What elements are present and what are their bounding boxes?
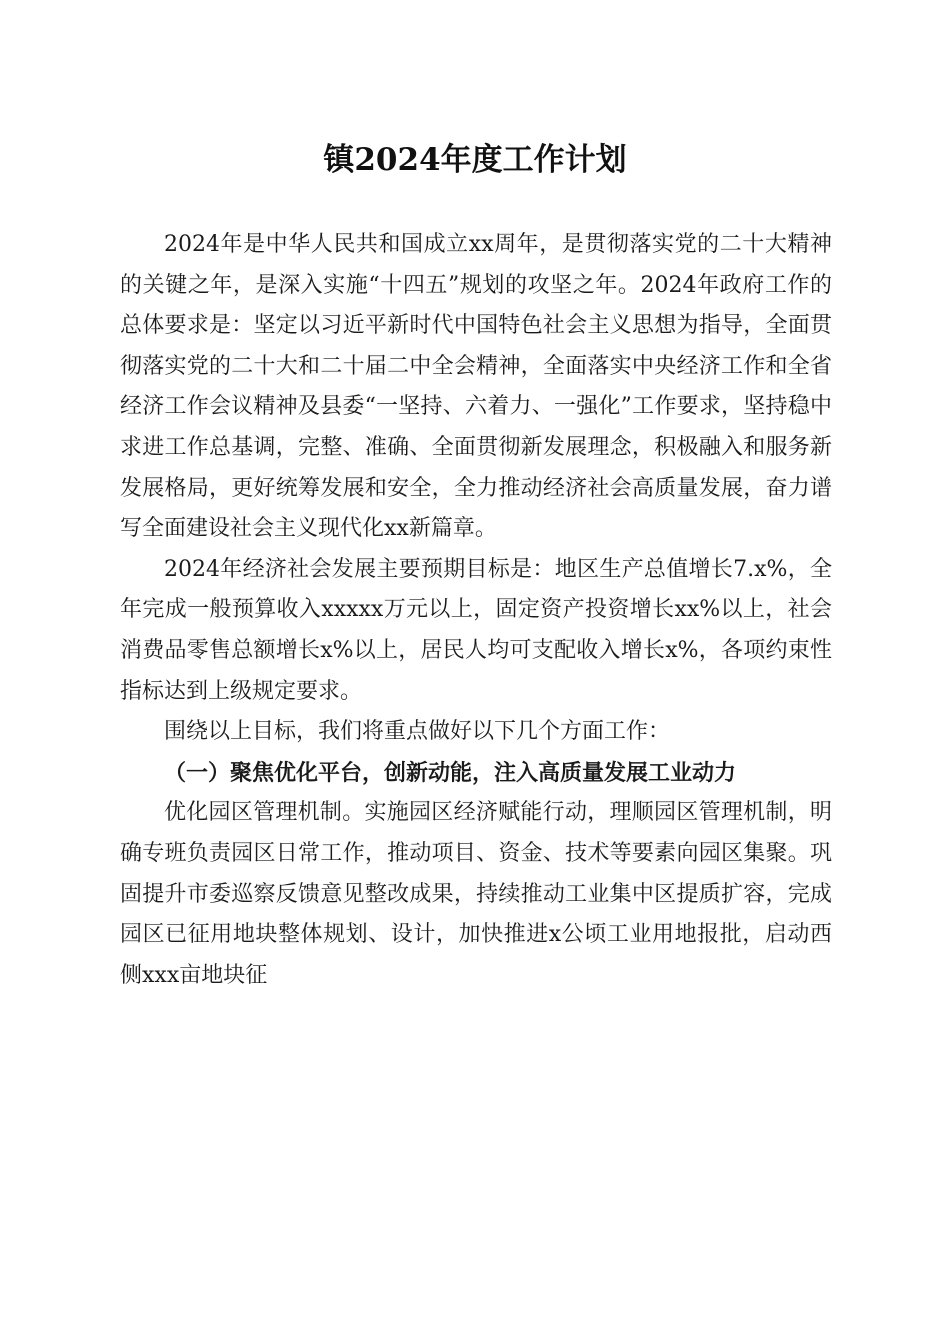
- document-body: [120, 225, 832, 996]
- document-title: 镇2024年度工作计划: [323, 142, 627, 178]
- transition-paragraph: 围绕以上目标，我们将重点做好以下几个方面工作：: [164, 719, 671, 745]
- targets-paragraph: 2024年经济社会发展主要预期目标是：地区生产总值增长7.x%，全年完成一般预算收入xxxxx万元以上，固定资产投资增长xx%以上，社会消费品零售总额增长x%以上，居民人均可支配收入增长x%，各项约束性指标达到上级规定要求。: [120, 556, 832, 704]
- intro-paragraph: 2024年是中华人民共和国成立xx周年，是贯彻落实党的二十大精神的关键之年，是深入实施“十四五”规划的攻坚之年。2024年政府工作的总体要求是：坚定以习近平新时代中国特色社会主义思想为指导，全面贯彻落实党的二十大和二十届二中全会精神，全面落实中央经济工作和全省经济工作会议精神及县委“一坚持、六着力、一强化”工作要求，坚持稳中求进工作总基调，完整、准确、全面贯彻新发展理念，积极融入和服务新发展格局，更好统筹发展和安全，全力推动经济社会高质量发展，奋力谱写全面建设社会主义现代化xx新篇章。: [120, 232, 832, 542]
- section-paragraph: 优化园区管理机制。实施园区经济赋能行动，理顺园区管理机制，明确专班负责园区日常工作，推动项目、资金、技术等要素向园区集聚。巩固提升市委巡察反馈意见整改成果，持续推动工业集中区提质扩容，完成园区已征用地块整体规划、设计，加快推进x公顷工业用地报批，启动西侧xxx亩地块征: [120, 800, 832, 988]
- section-heading: （一）聚焦优化平台，创新动能，注入高质量发展工业动力: [164, 759, 737, 786]
